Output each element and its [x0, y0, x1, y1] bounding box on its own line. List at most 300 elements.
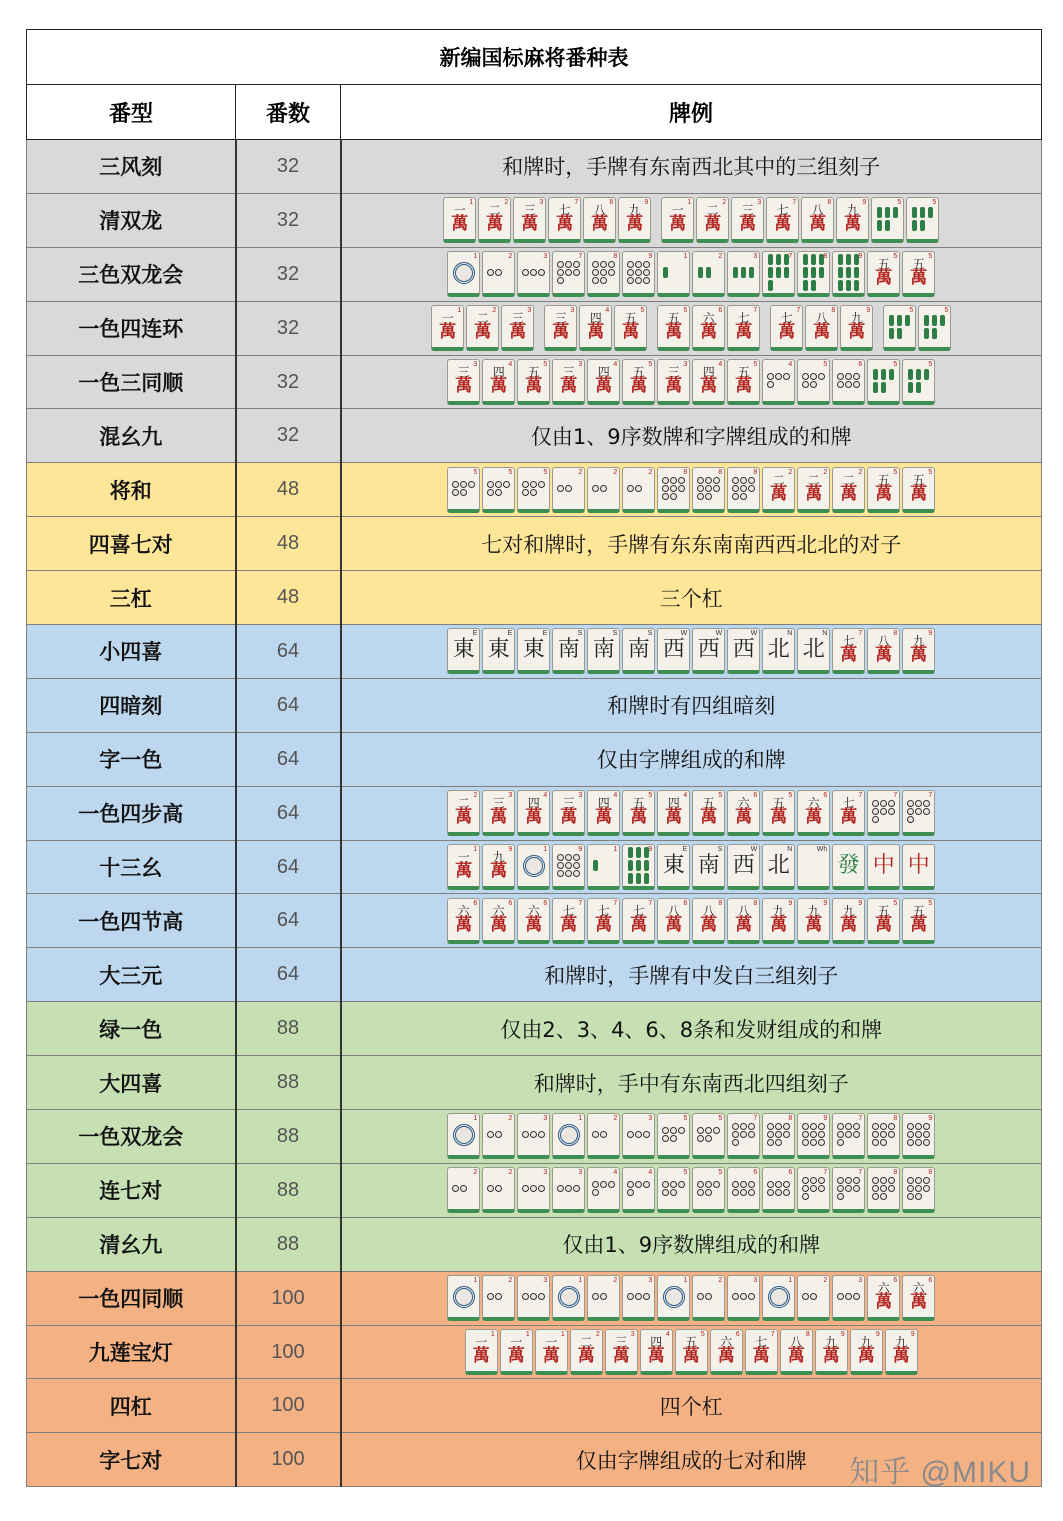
circle-tile-icon: 4: [622, 1167, 655, 1213]
character-tile-icon: 九 萬 9: [815, 1329, 848, 1375]
fan-points: 100: [236, 1433, 341, 1487]
circle-tile-icon: 3: [832, 1275, 865, 1321]
character-tile-icon: 八 萬 8: [583, 197, 616, 243]
circle-tile-icon: 9: [797, 1113, 830, 1159]
circle-tile-icon: 1: [447, 251, 480, 297]
tile-example: [341, 1110, 1042, 1164]
fan-table-sheet: [26, 29, 1041, 1487]
character-tile-icon: 三 萬 3: [657, 359, 690, 405]
character-tile-icon: 四 萬 4: [517, 790, 550, 836]
fan-points: 32: [236, 247, 341, 301]
character-tile-icon: 六 萬 6: [727, 790, 760, 836]
character-tile-icon: 五 萬 5: [675, 1329, 708, 1375]
fan-points: 88: [236, 1110, 341, 1164]
character-tile-icon: 五 萬 5: [867, 467, 900, 513]
character-tile-icon: 五 萬 5: [902, 467, 935, 513]
bamboo-tile-icon: 5: [918, 305, 951, 351]
circle-tile-icon: 5: [692, 1113, 725, 1159]
character-tile-icon: 七 萬 7: [622, 898, 655, 944]
table-row: [27, 193, 1042, 247]
wind-tile-icon: 東 E: [482, 628, 515, 674]
table-row: [27, 140, 1042, 194]
bamboo-tile-icon: 5: [906, 197, 939, 243]
character-tile-icon: 九 萬 9: [832, 898, 865, 944]
circle-tile-icon: 3: [622, 1275, 655, 1321]
character-tile-icon: 八 萬 8: [805, 305, 838, 351]
character-tile-icon: 四 萬 4: [587, 359, 620, 405]
character-tile-icon: 二 萬 2: [832, 467, 865, 513]
character-tile-icon: 二 萬 2: [797, 467, 830, 513]
character-tile-icon: 七 萬 7: [727, 305, 760, 351]
wind-tile-icon: 北 N: [762, 628, 795, 674]
bamboo-tile-icon: 7: [762, 251, 795, 297]
tile-row: [342, 1326, 1042, 1378]
circle-tile-icon: 7: [832, 1113, 865, 1159]
character-tile-icon: 七 萬 7: [745, 1329, 778, 1375]
table-row: [27, 301, 1042, 355]
fan-description: 七对和牌时，手牌有东东南南西西北北的对子: [341, 517, 1042, 571]
fan-points: 100: [236, 1379, 341, 1433]
bamboo-tile-icon: 8: [797, 251, 830, 297]
circle-tile-icon: 1: [552, 1113, 585, 1159]
table-row: [27, 1379, 1042, 1433]
table-row: [27, 1110, 1042, 1164]
character-tile-icon: 七 萬 7: [766, 197, 799, 243]
fan-name: 九莲宝灯: [27, 1325, 236, 1379]
character-tile-icon: 一 萬 1: [447, 844, 480, 890]
character-tile-icon: 五 萬 5: [517, 359, 550, 405]
fan-name: 三色双龙会: [27, 247, 236, 301]
red-dragon-tile-icon: 中: [902, 844, 935, 890]
circle-tile-icon: 8: [657, 467, 690, 513]
fan-description: 仅由字牌组成的七对和牌: [341, 1433, 1042, 1487]
character-tile-icon: 六 萬 6: [710, 1329, 743, 1375]
character-tile-icon: 七 萬 7: [548, 197, 581, 243]
character-tile-icon: 三 萬 3: [552, 790, 585, 836]
fan-points: 88: [236, 1217, 341, 1271]
circle-tile-icon: 5: [797, 359, 830, 405]
fan-name: 三风刻: [27, 140, 236, 194]
circle-tile-icon: 8: [587, 251, 620, 297]
wind-tile-icon: 南 S: [552, 628, 585, 674]
table-row: [27, 409, 1042, 463]
watermark: 知乎 @MIKU: [849, 1456, 1031, 1489]
fan-points: 64: [236, 894, 341, 948]
character-tile-icon: 三 萬 3: [501, 305, 534, 351]
character-tile-icon: 四 萬 4: [482, 359, 515, 405]
tile-example: [341, 1163, 1042, 1217]
wind-tile-icon: 南 S: [587, 628, 620, 674]
fan-name: 十三幺: [27, 840, 236, 894]
character-tile-icon: 四 萬 4: [692, 359, 725, 405]
tile-row: [342, 1110, 1042, 1162]
fan-description: 和牌时，手牌有中发白三组刻子: [341, 948, 1042, 1002]
circle-tile-icon: 1: [552, 1275, 585, 1321]
fan-description: 仅由1、9序数牌和字牌组成的和牌: [341, 409, 1042, 463]
character-tile-icon: 六 萬 6: [447, 898, 480, 944]
table-row: [27, 840, 1042, 894]
fan-points: 64: [236, 678, 341, 732]
bamboo-tile-icon: 9: [622, 844, 655, 890]
character-tile-icon: 三 萬 3: [552, 359, 585, 405]
red-dragon-tile-icon: 中: [867, 844, 900, 890]
character-tile-icon: 六 萬 6: [867, 1275, 900, 1321]
fan-points: 64: [236, 840, 341, 894]
character-tile-icon: 二 萬 2: [570, 1329, 603, 1375]
circle-tile-icon: 2: [482, 1275, 515, 1321]
wind-tile-icon: 西 W: [692, 628, 725, 674]
fan-name: 混幺九: [27, 409, 236, 463]
circle-tile-icon: 6: [832, 359, 865, 405]
bamboo-tile-icon: 5: [871, 197, 904, 243]
fan-description: 和牌时，手中有东南西北四组刻子: [341, 1056, 1042, 1110]
character-tile-icon: 九 萬 9: [618, 197, 651, 243]
tile-row: [342, 895, 1042, 947]
table-row: [27, 1325, 1042, 1379]
fan-points: 88: [236, 1056, 341, 1110]
fan-name: 清双龙: [27, 193, 236, 247]
character-tile-icon: 二 萬 2: [447, 790, 480, 836]
character-tile-icon: 四 萬 4: [657, 790, 690, 836]
circle-tile-icon: 8: [867, 1113, 900, 1159]
fan-points: 64: [236, 732, 341, 786]
fan-name: 连七对: [27, 1163, 236, 1217]
circle-tile-icon: 1: [657, 1275, 690, 1321]
circle-tile-icon: 8: [762, 1113, 795, 1159]
tile-row: [342, 625, 1042, 677]
fan-name: 字七对: [27, 1433, 236, 1487]
tile-example: [341, 625, 1042, 679]
character-tile-icon: 八 萬 8: [657, 898, 690, 944]
character-tile-icon: 九 萬 9: [850, 1329, 883, 1375]
table-title: 新编国标麻将番种表: [27, 30, 1042, 85]
character-tile-icon: 五 萬 5: [902, 898, 935, 944]
fan-description: 仅由字牌组成的和牌: [341, 732, 1042, 786]
wind-tile-icon: 東 E: [657, 844, 690, 890]
tile-row: [342, 464, 1042, 516]
tile-example: [341, 193, 1042, 247]
circle-tile-icon: 2: [482, 1113, 515, 1159]
wind-tile-icon: 南 S: [622, 628, 655, 674]
character-tile-icon: 三 萬 3: [605, 1329, 638, 1375]
character-tile-icon: 七 萬 7: [587, 898, 620, 944]
table-row: [27, 517, 1042, 571]
character-tile-icon: 五 萬 5: [902, 251, 935, 297]
circle-tile-icon: 2: [692, 1275, 725, 1321]
circle-tile-icon: 2: [587, 1275, 620, 1321]
character-tile-icon: 九 萬 9: [797, 898, 830, 944]
circle-tile-icon: 3: [552, 1167, 585, 1213]
wind-tile-icon: 東 E: [447, 628, 480, 674]
bamboo-tile-icon: 5: [883, 305, 916, 351]
circle-tile-icon: 4: [587, 1167, 620, 1213]
green-dragon-tile-icon: 發: [832, 844, 865, 890]
character-tile-icon: 一 萬 1: [661, 197, 694, 243]
tile-row: [342, 1164, 1042, 1216]
character-tile-icon: 二 萬 2: [762, 467, 795, 513]
wind-tile-icon: 南 S: [692, 844, 725, 890]
circle-tile-icon: 1: [517, 844, 550, 890]
circle-tile-icon: 7: [797, 1167, 830, 1213]
table-row: [27, 1002, 1042, 1056]
character-tile-icon: 八 萬 8: [867, 628, 900, 674]
tile-row: [342, 194, 1042, 246]
circle-tile-icon: 2: [447, 1167, 480, 1213]
character-tile-icon: 六 萬 6: [692, 305, 725, 351]
circle-tile-icon: 3: [727, 1275, 760, 1321]
character-tile-icon: 六 萬 6: [797, 790, 830, 836]
tile-example: [341, 1325, 1042, 1379]
circle-tile-icon: 9: [902, 1113, 935, 1159]
table-row: [27, 948, 1042, 1002]
fan-name: 小四喜: [27, 625, 236, 679]
character-tile-icon: 八 萬 8: [727, 898, 760, 944]
character-tile-icon: 九 萬 9: [885, 1329, 918, 1375]
character-tile-icon: 六 萬 6: [482, 898, 515, 944]
character-tile-icon: 九 萬 9: [482, 844, 515, 890]
circle-tile-icon: 9: [622, 251, 655, 297]
circle-tile-icon: 8: [867, 1167, 900, 1213]
circle-tile-icon: 5: [657, 1167, 690, 1213]
circle-tile-icon: 8: [692, 467, 725, 513]
wind-tile-icon: 北 N: [762, 844, 795, 890]
fan-description: 和牌时，手牌有东南西北其中的三组刻子: [341, 140, 1042, 194]
bamboo-tile-icon: 1: [657, 251, 690, 297]
fan-name: 一色三同顺: [27, 355, 236, 409]
fan-points: 32: [236, 409, 341, 463]
fan-table: [26, 29, 1042, 1487]
tile-example: [341, 786, 1042, 840]
wind-tile-icon: 西 W: [727, 628, 760, 674]
circle-tile-icon: 2: [552, 467, 585, 513]
fan-name: 四喜七对: [27, 517, 236, 571]
header-example: 牌例: [341, 85, 1042, 140]
tile-example: [341, 1271, 1042, 1325]
table-body: [27, 140, 1042, 1487]
table-row: [27, 678, 1042, 732]
fan-description: 三个杠: [341, 571, 1042, 625]
white-dragon-tile-icon: Wh: [797, 844, 830, 890]
circle-tile-icon: 9: [552, 844, 585, 890]
bamboo-tile-icon: 5: [867, 359, 900, 405]
fan-points: 88: [236, 1163, 341, 1217]
tile-example: [341, 894, 1042, 948]
circle-tile-icon: 2: [622, 467, 655, 513]
fan-points: 64: [236, 625, 341, 679]
character-tile-icon: 七 萬 7: [832, 790, 865, 836]
table-row: [27, 571, 1042, 625]
circle-tile-icon: 5: [447, 467, 480, 513]
fan-description: 和牌时有四组暗刻: [341, 678, 1042, 732]
tile-example: [341, 840, 1042, 894]
bamboo-tile-icon: 2: [692, 251, 725, 297]
header-type: 番型: [27, 85, 236, 140]
character-tile-icon: 一 萬 1: [500, 1329, 533, 1375]
character-tile-icon: 五 萬 5: [692, 790, 725, 836]
character-tile-icon: 五 萬 5: [614, 305, 647, 351]
character-tile-icon: 三 萬 3: [544, 305, 577, 351]
table-row: [27, 1056, 1042, 1110]
circle-tile-icon: 3: [622, 1113, 655, 1159]
character-tile-icon: 四 萬 4: [579, 305, 612, 351]
table-row: [27, 463, 1042, 517]
header-points: 番数: [236, 85, 341, 140]
tile-example: [341, 247, 1042, 301]
circle-tile-icon: 7: [832, 1167, 865, 1213]
fan-points: 100: [236, 1271, 341, 1325]
fan-points: 32: [236, 301, 341, 355]
tile-row: [342, 841, 1042, 893]
wind-tile-icon: 西 W: [727, 844, 760, 890]
fan-description: 仅由2、3、4、6、8条和发财组成的和牌: [341, 1002, 1042, 1056]
circle-tile-icon: 6: [727, 1167, 760, 1213]
character-tile-icon: 六 萬 6: [517, 898, 550, 944]
circle-tile-icon: 7: [867, 790, 900, 836]
fan-points: 64: [236, 786, 341, 840]
table-row: [27, 894, 1042, 948]
character-tile-icon: 三 萬 3: [513, 197, 546, 243]
character-tile-icon: 八 萬 8: [692, 898, 725, 944]
table-row: [27, 1163, 1042, 1217]
character-tile-icon: 七 萬 7: [770, 305, 803, 351]
table-row: [27, 625, 1042, 679]
character-tile-icon: 八 萬 8: [780, 1329, 813, 1375]
character-tile-icon: 九 萬 9: [840, 305, 873, 351]
character-tile-icon: 三 萬 3: [731, 197, 764, 243]
fan-name: 三杠: [27, 571, 236, 625]
tile-example: [341, 355, 1042, 409]
circle-tile-icon: 1: [447, 1275, 480, 1321]
circle-tile-icon: 2: [587, 1113, 620, 1159]
character-tile-icon: 二 萬 2: [466, 305, 499, 351]
character-tile-icon: 五 萬 5: [657, 305, 690, 351]
character-tile-icon: 五 萬 5: [622, 790, 655, 836]
circle-tile-icon: 2: [797, 1275, 830, 1321]
table-row: [27, 1271, 1042, 1325]
fan-description: 四个杠: [341, 1379, 1042, 1433]
fan-name: 一色四同顺: [27, 1271, 236, 1325]
tile-row: [342, 356, 1042, 408]
bamboo-tile-icon: 1: [587, 844, 620, 890]
table-row: [27, 247, 1042, 301]
wind-tile-icon: 西 W: [657, 628, 690, 674]
fan-name: 将和: [27, 463, 236, 517]
character-tile-icon: 一 萬 1: [465, 1329, 498, 1375]
fan-name: 一色四连环: [27, 301, 236, 355]
character-tile-icon: 五 萬 5: [622, 359, 655, 405]
fan-name: 清幺九: [27, 1217, 236, 1271]
character-tile-icon: 八 萬 8: [801, 197, 834, 243]
tile-row: [342, 248, 1042, 300]
character-tile-icon: 九 萬 9: [836, 197, 869, 243]
character-tile-icon: 九 萬 9: [902, 628, 935, 674]
circle-tile-icon: 1: [447, 1113, 480, 1159]
circle-tile-icon: 5: [482, 467, 515, 513]
fan-name: 大四喜: [27, 1056, 236, 1110]
character-tile-icon: 五 萬 5: [727, 359, 760, 405]
tile-row: [342, 302, 1042, 354]
bamboo-tile-icon: 3: [727, 251, 760, 297]
circle-tile-icon: 7: [727, 1113, 760, 1159]
fan-description: 仅由1、9序数牌组成的和牌: [341, 1217, 1042, 1271]
character-tile-icon: 二 萬 2: [478, 197, 511, 243]
character-tile-icon: 五 萬 5: [867, 898, 900, 944]
fan-points: 48: [236, 463, 341, 517]
fan-points: 48: [236, 517, 341, 571]
fan-points: 32: [236, 140, 341, 194]
fan-points: 32: [236, 193, 341, 247]
table-row: [27, 786, 1042, 840]
circle-tile-icon: 1: [762, 1275, 795, 1321]
character-tile-icon: 三 萬 3: [447, 359, 480, 405]
character-tile-icon: 四 萬 4: [640, 1329, 673, 1375]
circle-tile-icon: 6: [762, 1167, 795, 1213]
character-tile-icon: 二 萬 2: [696, 197, 729, 243]
circle-tile-icon: 3: [517, 1275, 550, 1321]
bamboo-tile-icon: 5: [902, 359, 935, 405]
tile-row: [342, 787, 1042, 839]
fan-name: 大三元: [27, 948, 236, 1002]
circle-tile-icon: 8: [902, 1167, 935, 1213]
table-row: [27, 732, 1042, 786]
character-tile-icon: 五 萬 5: [867, 251, 900, 297]
character-tile-icon: 七 萬 7: [832, 628, 865, 674]
fan-name: 字一色: [27, 732, 236, 786]
fan-name: 一色四节高: [27, 894, 236, 948]
circle-tile-icon: 3: [517, 1167, 550, 1213]
circle-tile-icon: 7: [552, 251, 585, 297]
character-tile-icon: 六 萬 6: [902, 1275, 935, 1321]
character-tile-icon: 九 萬 9: [762, 898, 795, 944]
wind-tile-icon: 東 E: [517, 628, 550, 674]
circle-tile-icon: 2: [482, 251, 515, 297]
circle-tile-icon: 5: [692, 1167, 725, 1213]
circle-tile-icon: 5: [517, 467, 550, 513]
tile-example: [341, 301, 1042, 355]
fan-points: 100: [236, 1325, 341, 1379]
circle-tile-icon: 2: [587, 467, 620, 513]
character-tile-icon: 五 萬 5: [762, 790, 795, 836]
fan-points: 64: [236, 948, 341, 1002]
fan-name: 四暗刻: [27, 678, 236, 732]
fan-points: 48: [236, 571, 341, 625]
fan-points: 88: [236, 1002, 341, 1056]
table-row: [27, 355, 1042, 409]
circle-tile-icon: 3: [517, 1113, 550, 1159]
tile-example: [341, 463, 1042, 517]
fan-points: 32: [236, 355, 341, 409]
character-tile-icon: 一 萬 1: [431, 305, 464, 351]
circle-tile-icon: 5: [657, 1113, 690, 1159]
fan-name: 一色四步高: [27, 786, 236, 840]
character-tile-icon: 一 萬 1: [443, 197, 476, 243]
tile-row: [342, 1272, 1042, 1324]
circle-tile-icon: 7: [902, 790, 935, 836]
character-tile-icon: 三 萬 3: [482, 790, 515, 836]
fan-name: 四杠: [27, 1379, 236, 1433]
character-tile-icon: 七 萬 7: [552, 898, 585, 944]
table-row: [27, 1217, 1042, 1271]
bamboo-tile-icon: 9: [832, 251, 865, 297]
character-tile-icon: 一 萬 1: [535, 1329, 568, 1375]
circle-tile-icon: 4: [762, 359, 795, 405]
wind-tile-icon: 北 N: [797, 628, 830, 674]
fan-name: 绿一色: [27, 1002, 236, 1056]
circle-tile-icon: 2: [482, 1167, 515, 1213]
circle-tile-icon: 8: [727, 467, 760, 513]
character-tile-icon: 四 萬 4: [587, 790, 620, 836]
circle-tile-icon: 3: [517, 251, 550, 297]
